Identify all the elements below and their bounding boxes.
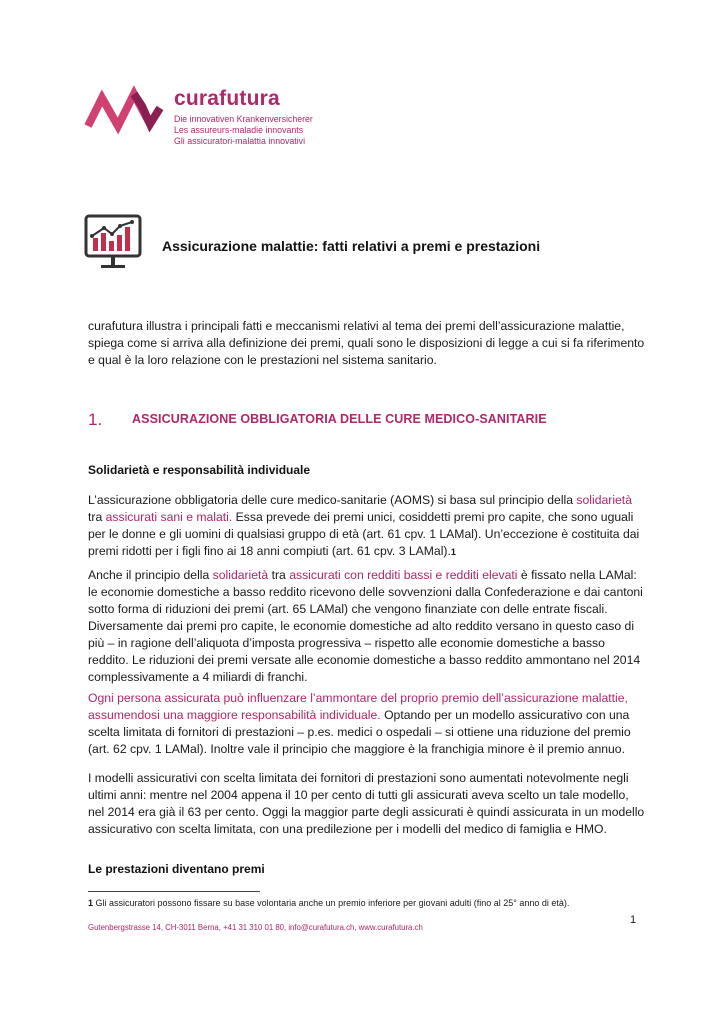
- footnote-divider: [88, 891, 260, 892]
- page-number: 1: [630, 914, 637, 926]
- logo-tagline-de: Die innovativen Krankenversicherer: [174, 114, 313, 124]
- section-title: ASSICURAZIONE OBBLIGATORIA DELLE CURE MEDICO-SANITARIE: [132, 412, 547, 426]
- curafutura-logo-icon: [84, 84, 166, 142]
- p1-text-c: tra: [88, 510, 106, 524]
- subheading-solidarity: Solidarietà e responsabilità individuale: [88, 463, 311, 477]
- p1-highlight-b: solidarietà: [576, 493, 632, 507]
- p2-highlight-b: solidarietà: [212, 568, 269, 582]
- p1-text-e: Essa prevede dei premi unici, cosiddetti premi pro capite, che sono uguali per le donne e gli uomini di qualsiasi gruppo di età (art. 61 cpv. 1 LAMal). Un’eccezione è costituita dai premi ridotti per i figli fino ai 18 anni compiuti (art. 61 cpv. 3 LAMal).: [88, 510, 640, 558]
- chart-monitor-icon: [84, 214, 144, 274]
- intro-paragraph: [88, 318, 648, 369]
- p2-text-e: è fissato nella LAMal: le economie domestiche a basso reddito ricevono delle sovvenzioni dalla Confederazione e dai cantoni sotto forma di riduzioni dei premi (art. 65 LAMal) che vengono finanziate con delle entrate fiscali. Diversamente dai premi pro capite, le economie domestiche ad alto reddito versano in questo caso di più – in ragione dell’aliquota d’imposta progressiva – rispetto alle economie domestiche a basso reddito. Le riduzioni dei premi versate alle economie domestiche a basso reddito ammontano nel 2014 complessivamente a 4 miliardi di franchi.: [88, 568, 643, 684]
- paragraph-2: [88, 567, 648, 686]
- p2-text-c: tra: [268, 568, 290, 582]
- subheading-benefits: Le prestazioni diventano premi: [88, 862, 265, 876]
- p1-highlight-d: assicurati sani e malati.: [105, 510, 233, 524]
- logo-name: curafutura: [174, 87, 280, 110]
- p1-text-a: L’assicurazione obbligatoria delle cure medico-sanitarie (AOMS) si basa sul principio della: [88, 493, 577, 507]
- p3-highlight-a: Ogni persona assicurata può influenzare l’ammontare del proprio premio dell’assicurazione malattie, assumendosi una maggiore responsabilità individuale.: [88, 691, 628, 722]
- p3-text-b: Optando per un modello assicurativo con una scelta limitata di fornitori di prestazioni – p.es. medici o ospedali – si ottiene una riduzione del premio (art. 62 cpv. 1 LAMal). Inoltre vale il principio che maggiore è la franchigia minore è il premio annuo.: [88, 708, 631, 756]
- footer-contact: Gutenbergstrasse 14, CH-3011 Berna, +41 31 310 01 80, info@curafutura.ch, www.curafutura.ch: [88, 923, 423, 932]
- footnote: [88, 898, 569, 908]
- logo-tagline-it: Gli assicuratori-malattia innovativi: [174, 136, 306, 146]
- p4-text: I modelli assicurativi con scelta limitata dei fornitori di prestazioni sono aumentati notevolmente negli ultimi anni: mentre nel 2004 appena il 10 per cento di tutti gli assicurati aveva scelto un tale modello, nel 2014 era già il 63 per cento. Oggi la maggior parte degli assicurati è quindi assicurata in un modello assicurativo con scelta limitata, con una predilezione per i modelli del medico di famiglia e HMO.: [88, 771, 645, 836]
- paragraph-4: [88, 770, 648, 838]
- document-title: Assicurazione malattie: fatti relativi a premi e prestazioni: [162, 238, 541, 254]
- logo-tagline-fr: Les assureurs-maladie innovants: [174, 125, 304, 135]
- footnote-number: 1: [88, 898, 94, 908]
- paragraph-1: [88, 492, 648, 561]
- company-logo: [84, 84, 324, 144]
- p2-text-a: Anche il principio della: [88, 568, 213, 582]
- footnote-ref[interactable]: 1: [450, 547, 456, 557]
- section-number: 1.: [88, 410, 103, 429]
- intro-text: curafutura illustra i principali fatti e meccanismi relativi al tema dei premi dell’assicurazione malattie, spiega come si arriva alla definizione dei premi, quali sono le disposizioni di legge a cui si fa riferimento e qual è la loro relazione con le prestazioni nel sistema sanitario.: [88, 319, 645, 367]
- paragraph-3: [88, 690, 648, 758]
- footnote-text: Gli assicuratori possono fissare su base volontaria anche un premio inferiore per giovani adulti (fino al 25° anno di età).: [93, 898, 570, 908]
- p2-highlight-d: assicurati con redditi bassi e redditi elevati: [289, 568, 518, 582]
